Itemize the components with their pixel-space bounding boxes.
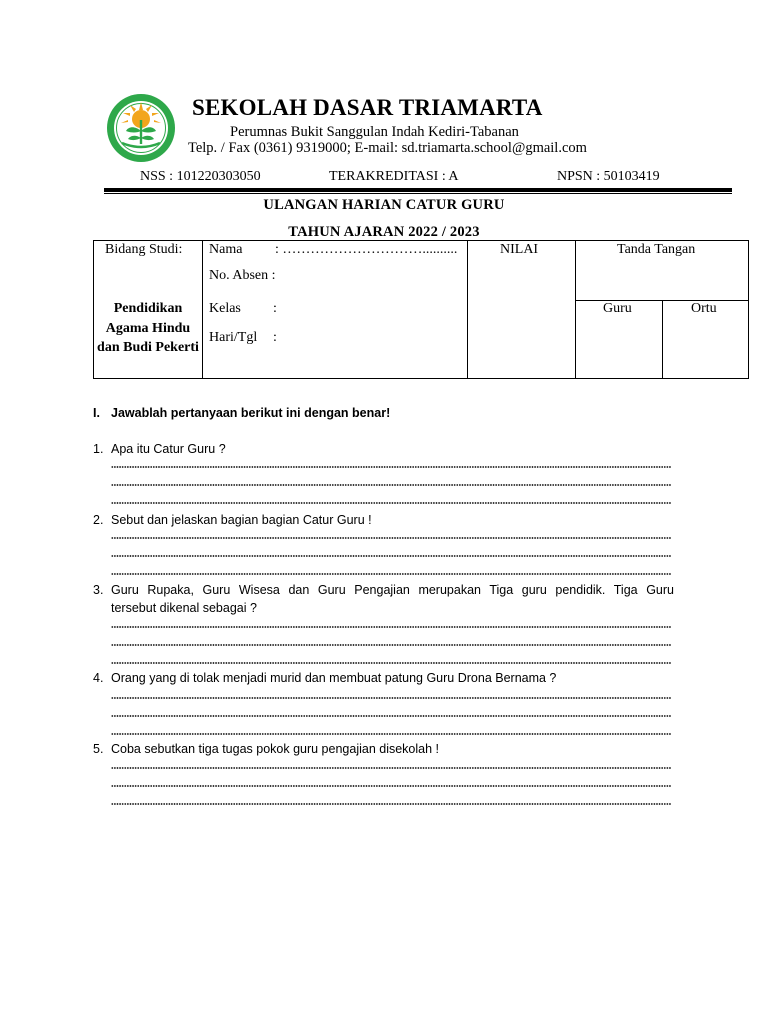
header-divider-thin (104, 193, 732, 194)
name-label: Nama (209, 242, 243, 257)
question-text: Sebut dan jelaskan bagian bagian Catur Guru ! (111, 513, 372, 527)
exam-year: TAHUN AJARAN 2022 / 2023 (288, 224, 480, 240)
question-text: Orang yang di tolak menjadi murid dan membuat patung Guru Drona Bernama ? (111, 671, 557, 685)
question-number: 2. (93, 513, 104, 527)
answer-line (111, 484, 671, 486)
answer-line (111, 626, 671, 628)
answer-line (111, 785, 671, 787)
answer-line (111, 555, 671, 557)
answer-line (111, 662, 671, 664)
guru-label: Guru (603, 301, 632, 316)
nilai-label: NILAI (500, 242, 539, 257)
school-contact: Telp. / Fax (0361) 9319000; E-mail: sd.triamarta.school@gmail.com (188, 140, 587, 156)
answer-line (111, 537, 671, 539)
question-number: 1. (93, 442, 104, 456)
signature-label: Tanda Tangan (617, 242, 696, 257)
question-number: 5. (93, 742, 104, 756)
school-logo-icon (106, 93, 176, 163)
answer-line (111, 733, 671, 735)
kelas-label: Kelas (209, 301, 241, 316)
answer-line (111, 644, 671, 646)
nss-number: NSS : 101220303050 (140, 169, 261, 184)
question-text: Guru Rupaka, Guru Wisesa dan Guru Pengajian merupakan Tiga guru pendidik. Tiga Guru (111, 583, 674, 597)
answer-line (111, 466, 671, 468)
ortu-label: Ortu (691, 301, 717, 316)
answer-line (111, 767, 671, 769)
npsn-number: NPSN : 50103419 (557, 169, 660, 184)
question-text: Coba sebutkan tiga tugas pokok guru pengajian disekolah ! (111, 742, 440, 756)
section-number: I. (93, 406, 100, 420)
instructions-text: Jawablah pertanyaan berikut ini dengan benar! (111, 406, 391, 420)
question-text-continued: tersebut dikenal sebagai ? (111, 601, 257, 615)
answer-line (111, 573, 671, 575)
answer-line (111, 715, 671, 717)
answer-line (111, 803, 671, 805)
subject-label: Bidang Studi: (105, 242, 183, 257)
hari-label: Hari/Tgl (209, 330, 258, 345)
student-info-table (93, 240, 749, 379)
school-address: Perumnas Bukit Sanggulan Indah Kediri-Tabanan (230, 124, 519, 140)
question-number: 4. (93, 671, 104, 685)
answer-line (111, 502, 671, 504)
answer-line (111, 697, 671, 699)
hari-field: : (273, 330, 277, 345)
subject-name: Pendidikan Agama Hindu dan Budi Pekerti (97, 301, 199, 355)
name-field: : ………………………….......... (275, 242, 458, 257)
exam-title: ULANGAN HARIAN CATUR GURU (263, 197, 505, 213)
school-name: SEKOLAH DASAR TRIAMARTA (192, 95, 543, 120)
absen-label: No. Absen : (209, 268, 276, 283)
header-divider (104, 188, 732, 192)
question-number: 3. (93, 583, 104, 597)
kelas-field: : (273, 301, 277, 316)
question-text: Apa itu Catur Guru ? (111, 442, 226, 456)
accreditation: TERAKREDITASI : A (329, 169, 459, 184)
